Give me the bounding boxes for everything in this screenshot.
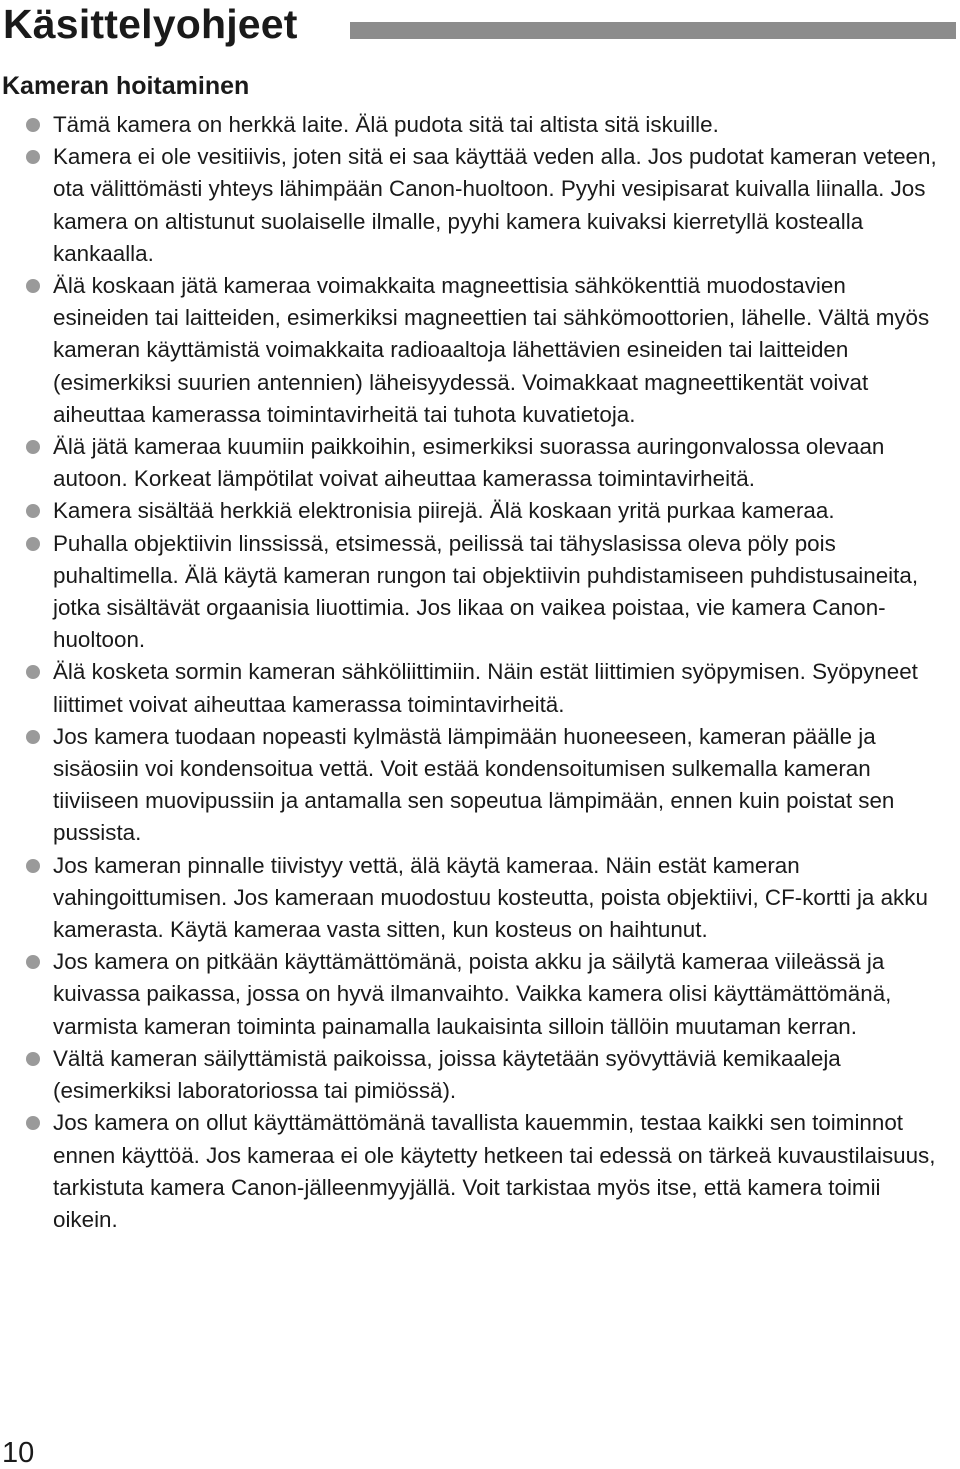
bullet-dot-icon	[26, 955, 40, 969]
list-item	[0, 1043, 941, 1107]
list-item	[0, 721, 941, 850]
list-item-text: Jos kamera on pitkään käyttämättömänä, poista akku ja säilytä kameraa viileässä ja kuivassa paikassa, jossa on hyvä ilmanvaihto. Vaikka kamera olisi käyttämättömänä, varmista kameran toiminta painamalla laukaisinta silloin tällöin muutaman kerran.	[53, 949, 892, 1039]
list-item	[0, 495, 941, 527]
list-item	[0, 528, 941, 657]
list-item-text: Älä jätä kameraa kuumiin paikkoihin, esimerkiksi suorassa auringonvalossa olevaan autoon. Korkeat lämpötilat voivat aiheuttaa kamerassa toimintavirheitä.	[53, 434, 885, 492]
list-item	[0, 431, 941, 495]
page-header	[0, 0, 960, 50]
list-item-text: Kamera ei ole vesitiivis, joten sitä ei saa käyttää veden alla. Jos pudotat kameran veteen, ota välittömästi yhteys lähimpään Canon-huoltoon. Pyyhi vesipisarat kuivalla liinalla. Jos kamera on altistunut suolaiselle ilmalle, pyyhi kamera kuivaksi kierretyllä kostealla kankaalla.	[53, 144, 937, 266]
list-item-text: Älä kosketa sormin kameran sähköliittimiin. Näin estät liittimien syöpymisen. Syöpyneet liittimet voivat aiheuttaa kamerassa toimintavirheitä.	[53, 659, 918, 717]
bullet-dot-icon	[26, 118, 40, 132]
list-item-text: Kamera sisältää herkkiä elektronisia piirejä. Älä koskaan yritä purkaa kameraa.	[53, 498, 835, 524]
bullet-dot-icon	[26, 859, 40, 873]
bullet-dot-icon	[26, 1052, 40, 1066]
bullet-dot-icon	[26, 665, 40, 679]
list-item	[0, 141, 941, 270]
list-item-text: Jos kamera on ollut käyttämättömänä tavallista kauemmin, testaa kaikki sen toiminnot ennen käyttöä. Jos kameraa ei ole käytetty hetkeen tai edessä on tärkeä kuvaustilaisuus, tarkistuta kamera Canon-jälleenmyyjällä. Voit tarkistaa myös itse, että kamera toimii oikein.	[53, 1110, 936, 1232]
bullet-dot-icon	[26, 1116, 40, 1130]
list-item	[0, 850, 941, 947]
bullet-dot-icon	[26, 440, 40, 454]
list-item-text: Tämä kamera on herkkä laite. Älä pudota sitä tai altista sitä iskuille.	[53, 112, 719, 137]
bullet-dot-icon	[26, 537, 40, 551]
bullet-dot-icon	[26, 730, 40, 744]
section-heading: Kameran hoitaminen	[2, 72, 250, 100]
list-item-text: Vältä kameran säilyttämistä paikoissa, joissa käytetään syövyttäviä kemikaaleja (esimerkiksi laboratoriossa tai pimiössä).	[53, 1045, 841, 1104]
list-item	[0, 270, 941, 431]
list-item-text: Jos kameran pinnalle tiivistyy vettä, älä käytä kameraa. Näin estät kameran vahingoittumisen. Jos kameraan muodostuu kosteutta, poista objektiivi, CF-kortti ja akku kamerasta. Käytä kameraa vasta sitten, kun kosteus on haihtunut.	[53, 852, 928, 943]
list-item-text: Älä koskaan jätä kameraa voimakkaita magneettisia sähkökenttiä muodostavien esineiden tai laitteiden, esimerkiksi magneettien tai sähkömoottorien, lähelle. Vältä myös kameran käyttämistä voimakkaita radioaaltoja lähettävien esineiden tai laitteiden (esimerkiksi suurien antennien) läheisyydessä. Voimakkaat magneettikentät voivat aiheuttaa kamerassa toimintavirheitä tai tuhota kuvatietoja.	[53, 273, 930, 427]
list-item-text: Jos kamera tuodaan nopeasti kylmästä lämpimään huoneeseen, kameran päälle ja sisäosiin voi kondensoitua vettä. Voit estää kondensoitumisen sulkemalla kameran tiiviiseen muovipussiin ja antamalla sen sopeutua lämpimään, ennen kuin poistat sen pussista.	[53, 723, 895, 846]
bullet-dot-icon	[26, 279, 40, 293]
list-item-text: Puhalla objektiivin linssissä, etsimessä, peilissä tai tähyslasissa oleva pöly pois puhaltimella. Älä käytä kameran rungon tai objektiivin puhdistamiseen puhdistusaineita, jotka sisältävät orgaanisia liuottimia. Jos likaa on vaikea poistaa, vie kamera Canon-huoltoon.	[53, 530, 919, 653]
page-title: Käsittelyohjeet	[3, 1, 298, 47]
list-item	[0, 656, 941, 720]
list-item	[0, 946, 941, 1043]
title-rule-bar	[350, 22, 956, 39]
page-number: 10	[2, 1437, 35, 1469]
list-item	[0, 109, 941, 141]
care-instructions-list	[0, 109, 960, 1236]
list-item	[0, 1107, 941, 1236]
bullet-dot-icon	[26, 504, 40, 518]
bullet-dot-icon	[26, 150, 40, 164]
